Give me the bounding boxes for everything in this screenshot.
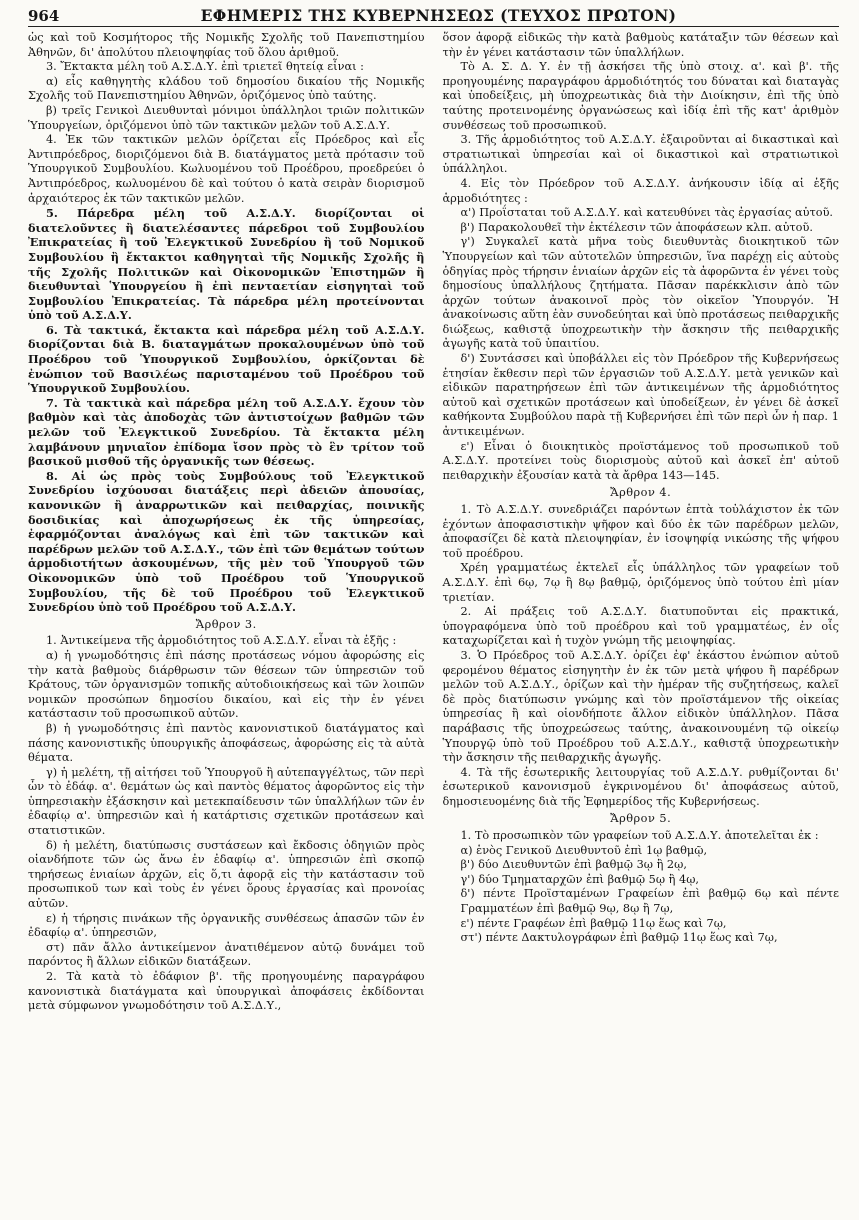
paragraph: ὡς καὶ τοῦ Κοσμήτορος τῆς Νομικῆς Σχολῆς τοῦ Πανεπιστημίου Ἀθηνῶν, δι' ἀπολύτου πλειοψηφίας τοῦ ὅλου ἀριθμοῦ. [28, 31, 425, 59]
paragraph: 4. Ἐκ τῶν τακτικῶν μελῶν ὁρίζεται εἷς Πρόεδρος καὶ εἷς Ἀντιπρόεδρος, διοριζόμενοι διὰ Β. διατάγματος μετὰ πρότασιν τοῦ Ὑπουργικοῦ Συμβουλίου. Κωλυομένου τοῦ Προέδρου, προεδρεύει ὁ Ἀντιπρόεδρος, κωλυομένου δὲ καὶ τούτου ὁ κατὰ σειρὰν διορισμοῦ ἀρχαιότερος ἐκ τῶν τακτικῶν μελῶν. [28, 133, 425, 205]
paragraph: 1. Τὸ Α.Σ.Δ.Υ. συνεδριάζει παρόντων ἑπτὰ τοὐλάχιστον ἐκ τῶν ἐχόντων ἀποφασιστικὴν ψῆφον καὶ δύο ἐκ τῶν παρέδρων μελῶν, ἀποφασίζει δὲ κατὰ πλειοψηφίαν, ἐν ἰσοψηφίᾳ νικώσης τῆς ψήφου τοῦ προέδρου. [442, 503, 839, 560]
article-heading: Ἄρθρον 3. [195, 617, 257, 631]
paragraph: γ') Συγκαλεῖ κατὰ μῆνα τοὺς διευθυντὰς διοικητικοῦ τῶν Ὑπουργείων καὶ τῶν αὐτοτελῶν ὑπηρεσιῶν, ἵνα παρέχῃ εἰς αὐτοὺς ὁδηγίας πρὸς τήρησιν ἑνιαίων ἀρχῶν εἰς τὰ ἀφορῶντα ἐν γένει τοὺς δημοσίους ὑπαλλήλους ζητήματα. Πᾶσαν παρέκκλισιν ἀπὸ τῶν ἀρχῶν τούτων ἀνακοινοῖ πρὸς τὸν οἰκεῖον Ὑπουργόν. Ἡ ἀνακοίνωσις αὕτη ἐὰν συνοδεύηται καὶ ὑπὸ προτάσεως πειθαρχικῆς διώξεως, καθιστᾷ ὑποχρεωτικὴν τὴν ἄσκησιν τῆς πειθαρχικῆς ἀγωγῆς κατὰ τοῦ ὑπαιτίου. [442, 235, 839, 351]
paragraph: γ) ἡ μελέτη, τῇ αἰτήσει τοῦ Ὑπουργοῦ ἢ αὐτεπαγγέλτως, τῶν περὶ ὧν τὸ ἐδάφ. α'. θεμάτων ὡς καὶ παντὸς θέματος ἀφορῶντος εἰς τὴν ὑπηρεσιακὴν ἐξάσκησιν καὶ μετεκπαίδευσιν τῶν ὑπαλλήλων τῶν ἐν ἐδαφίῳ α'. ὑπηρεσιῶν καὶ ἡ κατάρτισις σχετικῶν προτάσεων καὶ στατιστικῶν. [28, 765, 425, 838]
article-heading: Ἄρθρον 5. [610, 812, 672, 826]
page-header [28, 6, 839, 27]
paragraph: 3. Ἔκτακτα μέλη τοῦ Α.Σ.Δ.Υ. ἐπὶ τριετεῖ θητείᾳ εἶναι : [46, 60, 364, 74]
paragraph: α') Προΐσταται τοῦ Α.Σ.Δ.Υ. καὶ κατευθύνει τὰς ἐργασίας αὐτοῦ. [460, 206, 834, 220]
paragraph: 3. Τῆς ἁρμοδιότητος τοῦ Α.Σ.Δ.Υ. ἐξαιροῦνται αἱ δικαστικαὶ καὶ στρατιωτικαὶ ὑπηρεσίαι καὶ οἱ δικαστικοὶ καὶ στρατιωτικοὶ ὑπάλληλοι. [442, 133, 839, 176]
paragraph: δ') πέντε Προϊσταμένων Γραφείων ἐπὶ βαθμῷ 6ῳ καὶ πέντε Γραμματέων ἐπὶ βαθμῷ 9ῳ, 8ῳ ἢ 7ῳ, [460, 887, 839, 916]
paragraph: στ) πᾶν ἄλλο ἀντικείμενον ἀνατιθέμενον αὐτῷ δυνάμει τοῦ παρόντος ἢ ἄλλων εἰδικῶν διατάξεων. [28, 940, 425, 969]
paragraph: 1. Ἀντικείμενα τῆς ἁρμοδιότητος τοῦ Α.Σ.Δ.Υ. εἶναι τὰ ἑξῆς : [46, 634, 397, 648]
paragraph: στ') πέντε Δακτυλογράφων ἐπὶ βαθμῷ 11ῳ ἕως καὶ 7ῳ, [460, 931, 778, 945]
paragraph: γ') δύο Τμηματαρχῶν ἐπὶ βαθμῷ 5ῳ ἢ 4ῳ, [460, 872, 700, 886]
article-heading: Ἄρθρον 4. [610, 486, 672, 500]
running-title: ΕΦΗΜΕΡΙΣ ΤΗΣ ΚΥΒΕΡΝΗΣΕΩΣ (ΤΕΥΧΟΣ ΠΡΩΤΟΝ) [200, 6, 677, 25]
paragraph: δ') Συντάσσει καὶ ὑποβάλλει εἰς τὸν Πρόεδρον τῆς Κυβερνήσεως ἐτησίαν ἔκθεσιν περὶ τῶν ἐργασιῶν τοῦ Α.Σ.Δ.Υ. μετὰ γενικῶν καὶ εἰδικῶν παρατηρήσεων ἐπὶ τῶν ἀντικειμένων τῆς ἁρμοδιότητος αὐτοῦ καὶ σχετικῶν προτάσεων καὶ ὑποδείξεων, ἐν γένει δὲ ἀσκεῖ καθήκοντα Συμβούλου παρὰ τῇ Κυβερνήσει ἐπὶ τῶν περὶ ὧν ἡ παρ. 1 ἀντικειμένων. [442, 352, 839, 439]
paragraph: 7. Τὰ τακτικὰ καὶ πάρεδρα μέλη τοῦ Α.Σ.Δ.Υ. ἔχουν τὸν βαθμὸν καὶ τὰς ἀποδοχὰς τῶν ἀντιστοίχων βαθμῶν τῶν μελῶν τοῦ Ἐλεγκτικοῦ Συνεδρίου. Τὰ ἔκτακτα μέλη λαμβάνουν μηνιαῖον ἐπίδομα ἴσον πρὸς τὸ ἓν τρίτον τοῦ βασικοῦ μισθοῦ τῆς ὀργανικῆς των θέσεως. [28, 395, 425, 469]
paragraph: Χρέη γραμματέως ἐκτελεῖ εἷς ὑπάλληλος τῶν γραφείων τοῦ Α.Σ.Δ.Υ. ἐπὶ 6ῳ, 7ῳ ἢ 8ῳ βαθμῷ, ὁριζόμενος ὑπὸ τούτου ἐπὶ μίαν τριετίαν. [442, 561, 839, 604]
paragraph: 4. Εἰς τὸν Πρόεδρον τοῦ Α.Σ.Δ.Υ. ἀνήκουσιν ἰδίᾳ αἱ ἑξῆς ἁρμοδιότητες : [442, 176, 839, 205]
paragraph: δ) ἡ μελέτη, διατύπωσις συστάσεων καὶ ἔκδοσις ὁδηγιῶν πρὸς οἱανδήποτε τῶν ὡς ἄνω ἐν ἐδαφίῳ α'. ὑπηρεσιῶν ἐπὶ σκοπῷ τηρήσεως ἑνιαίων ἀρχῶν, εἰς ὅ,τι ἀφορᾷ εἰς τὴν κατάστασιν τοῦ προσωπικοῦ των καὶ τοὺς ἐν γένει ὅρους ἐργασίας καὶ προνοίας αὐτῶν. [28, 838, 425, 911]
paragraph: 2. Αἱ πράξεις τοῦ Α.Σ.Δ.Υ. διατυποῦνται εἰς πρακτικά, ὑπογραφόμενα ὑπὸ τοῦ προέδρου καὶ τοῦ γραμματέως, ἐν οἷς καταχωρίζεται καὶ ἡ τυχὸν γνώμη τῆς μειοψηφίας. [442, 605, 839, 648]
paragraph: β') δύο Διευθυντῶν ἐπὶ βαθμῷ 3ῳ ἢ 2ῳ, [460, 858, 687, 872]
paragraph: ε') Εἶναι ὁ διοικητικὸς προϊστάμενος τοῦ προσωπικοῦ τοῦ Α.Σ.Δ.Υ. προτείνει τοὺς διορισμοὺς αὐτοῦ καὶ ἀσκεῖ ἐπ' αὐτοῦ πειθαρχικὴν ἐξουσίαν κατὰ τὰ ἄρθρα 143—145. [442, 439, 839, 482]
right-column [443, 31, 840, 1014]
paragraph: α) ἑνὸς Γενικοῦ Διευθυντοῦ ἐπὶ 1ῳ βαθμῷ, [460, 843, 708, 857]
paragraph: 5. Πάρεδρα μέλη τοῦ Α.Σ.Δ.Υ. διορίζονται οἱ διατελοῦντες ἢ διατελέσαντες πάρεδροι τοῦ Συμβουλίου Ἐπικρατείας ἢ τοῦ Ἐλεγκτικοῦ Συνεδρίου ἢ τοῦ Νομικοῦ Συμβουλίου ἢ ἔκτακτοι καθηγηταὶ τῆς Νομικῆς Σχολῆς ἢ τῆς Σχολῆς Πολιτικῶν καὶ Οἰκονομικῶν Ἐπιστημῶν ἢ διευθυνταὶ Ὑπουργείου ἢ ἐπὶ πενταετίαν εἰσηγηταὶ τοῦ Συμβουλίου Ἐπικρατείας. Τὰ πάρεδρα μέλη προτείνονται ὑπὸ τοῦ Α.Σ.Δ.Υ. [28, 206, 425, 323]
text-columns [28, 31, 839, 1014]
paragraph: 4. Τὰ τῆς ἐσωτερικῆς λειτουργίας τοῦ Α.Σ.Δ.Υ. ρυθμίζονται δι' ἐσωτερικοῦ κανονισμοῦ ἐγκρινομένου δι' ἀποφάσεως αὐτοῦ, δημοσιευομένης διὰ τῆς Ἐφημερίδος τῆς Κυβερνήσεως. [442, 765, 839, 808]
paragraph: β) τρεῖς Γενικοὶ Διευθυνταὶ μόνιμοι ὑπάλληλοι τριῶν πολιτικῶν Ὑπουργείων, ὁριζόμενοι ὑπὸ τῶν τακτικῶν μελῶν τοῦ Α.Σ.Δ.Υ. [28, 103, 425, 132]
paragraph: ε') πέντε Γραφέων ἐπὶ βαθμῷ 11ῳ ἕως καὶ 7ῳ, [460, 916, 727, 930]
paragraph: 1. Τὸ προσωπικὸν τῶν γραφείων τοῦ Α.Σ.Δ.Υ. ἀποτελεῖται ἐκ : [460, 829, 819, 843]
paragraph: α) ἡ γνωμοδότησις ἐπὶ πάσης προτάσεως νόμου ἀφορώσης εἰς τὴν κατὰ βαθμοὺς διάρθρωσιν τῶν θέσεων τῶν ὑπηρεσιῶν τοῦ Κράτους, τῶν ὀργανισμῶν τοπικῆς αὐτοδιοικήσεως καὶ τῶν λοιπῶν νομικῶν προσώπων δημοσίου δικαίου, καὶ εἰς τὴν ἐν γένει κατάστασιν τοῦ προσωπικοῦ αὐτῶν. [28, 648, 425, 721]
paragraph: α) εἷς καθηγητὴς κλάδου τοῦ δημοσίου δικαίου τῆς Νομικῆς Σχολῆς τοῦ Πανεπιστημίου Ἀθηνῶν, ὁριζόμενος ὑπὸ ταύτης. [28, 74, 425, 103]
paragraph: Τὸ Α. Σ. Δ. Υ. ἐν τῇ ἀσκήσει τῆς ὑπὸ στοιχ. α'. καὶ β'. τῆς προηγουμένης παραγράφου ἁρμοδιότητός του δύναται καὶ διαταγὰς καὶ ὑποδείξεις, μὴ ὑποχρεωτικὰς διὰ τὴν Διοίκησιν, ἐπὶ τῆς ὑπὸ ταύτης προτεινομένης ὀργανώσεως καὶ ἰδίᾳ ἐπὶ τῆς κατ' ἀριθμὸν συνθέσεως τοῦ προσωπικοῦ. [442, 60, 839, 132]
paragraph: β) ἡ γνωμοδότησις ἐπὶ παντὸς κανονιστικοῦ διατάγματος καὶ πάσης κανονιστικῆς ὑπουργικῆς ἀποφάσεως, ἀφορώσης εἰς τὰ αὐτὰ θέματα. [28, 721, 425, 765]
paragraph: 8. Αἱ ὡς πρὸς τοὺς Συμβούλους τοῦ Ἐλεγκτικοῦ Συνεδρίου ἰσχύουσαι διατάξεις περὶ ἀδειῶν ἀπουσίας, κανονικῶν ἢ ἀναρρωτικῶν καὶ πειθαρχίας, ποινικῆς δοσιδικίας καὶ ἀποχωρήσεως ἐκ τῆς ὑπηρεσίας, ἐφαρμόζονται ἀναλόγως καὶ ἐπὶ τῶν τακτικῶν καὶ παρέδρων μελῶν τοῦ Α.Σ.Δ.Υ., τῶν ἐπὶ τῶν θεμάτων τούτων ἁρμοδιοτήτων ἀσκουμένων, τῆς μὲν τοῦ Ὑπουργοῦ τῶν Οἰκονομικῶν ὑπὸ τοῦ Προέδρου τοῦ Ὑπουργικοῦ Συμβουλίου, τῆς δὲ τοῦ Προέδρου τοῦ Ἐλεγκτικοῦ Συνεδρίου ὑπὸ τοῦ Προέδρου τοῦ Α.Σ.Δ.Υ. [28, 468, 425, 615]
paragraph: 3. Ὁ Πρόεδρος τοῦ Α.Σ.Δ.Υ. ὁρίζει ἐφ' ἑκάστου ἐνώπιον αὐτοῦ φερομένου θέματος εἰσηγητὴν ἐν ἐκ τῶν μετὰ ψήφου ἢ παρέδρων μελῶν τοῦ Α.Σ.Δ.Υ., ὁρίζων καὶ τὴν ἡμέραν τῆς συζητήσεως, καλεῖ δὲ πρὸς διατύπωσιν γνώμης καὶ τὸν προϊστάμενον τῆς οἰκείας ὑπηρεσίας ἢ καὶ οἱονδήποτε ἄλλον εἰδικὸν ὑπάλληλον. Πᾶσα παράβασις τῆς ὑποχρεώσεως ταύτης, ἀνακοινουμένη τῷ οἰκείῳ Ὑπουργῷ ὑπὸ τοῦ Προέδρου τοῦ Α.Σ.Δ.Υ., καθιστᾷ ὑποχρεωτικὴν τὴν ἄσκησιν τῆς πειθαρχικῆς ἀγωγῆς. [442, 648, 839, 765]
paragraph: ὅσον ἀφορᾷ εἰδικῶς τὴν κατὰ βαθμοὺς κατάταξιν τῶν θέσεων καὶ τὴν ἐν γένει κατάστασιν τῶν ὑπαλλήλων. [442, 31, 839, 59]
paragraph: 6. Τὰ τακτικά, ἔκτακτα καὶ πάρεδρα μέλη τοῦ Α.Σ.Δ.Υ. διορίζονται διὰ Β. διαταγμάτων προκαλουμένων ὑπὸ τοῦ Προέδρου τοῦ Ὑπουργικοῦ Συμβουλίου, ὁρκίζονται δὲ ἐνώπιον τοῦ Βασιλέως παρισταμένου τοῦ Προέδρου τοῦ Ὑπουργικοῦ Συμβουλίου. [28, 322, 425, 396]
paragraph: 2. Τὰ κατὰ τὸ ἐδάφιον β'. τῆς προηγουμένης παραγράφου κανονιστικὰ διατάγματα καὶ ὑπουργικαὶ ἀποφάσεις ἐκδίδονται μετὰ σύμφωνον γνωμοδότησιν τοῦ Α.Σ.Δ.Υ., [28, 970, 425, 1013]
paragraph: β') Παρακολουθεῖ τὴν ἐκτέλεσιν τῶν ἀποφάσεων κλπ. αὐτοῦ. [460, 220, 813, 234]
paragraph: ε) ἡ τήρησις πινάκων τῆς ὀργανικῆς συνθέσεως ἁπασῶν τῶν ἐν ἐδαφίῳ α'. ὑπηρεσιῶν, [28, 911, 425, 940]
page-number: 964 [28, 7, 60, 25]
left-column [28, 31, 425, 1014]
